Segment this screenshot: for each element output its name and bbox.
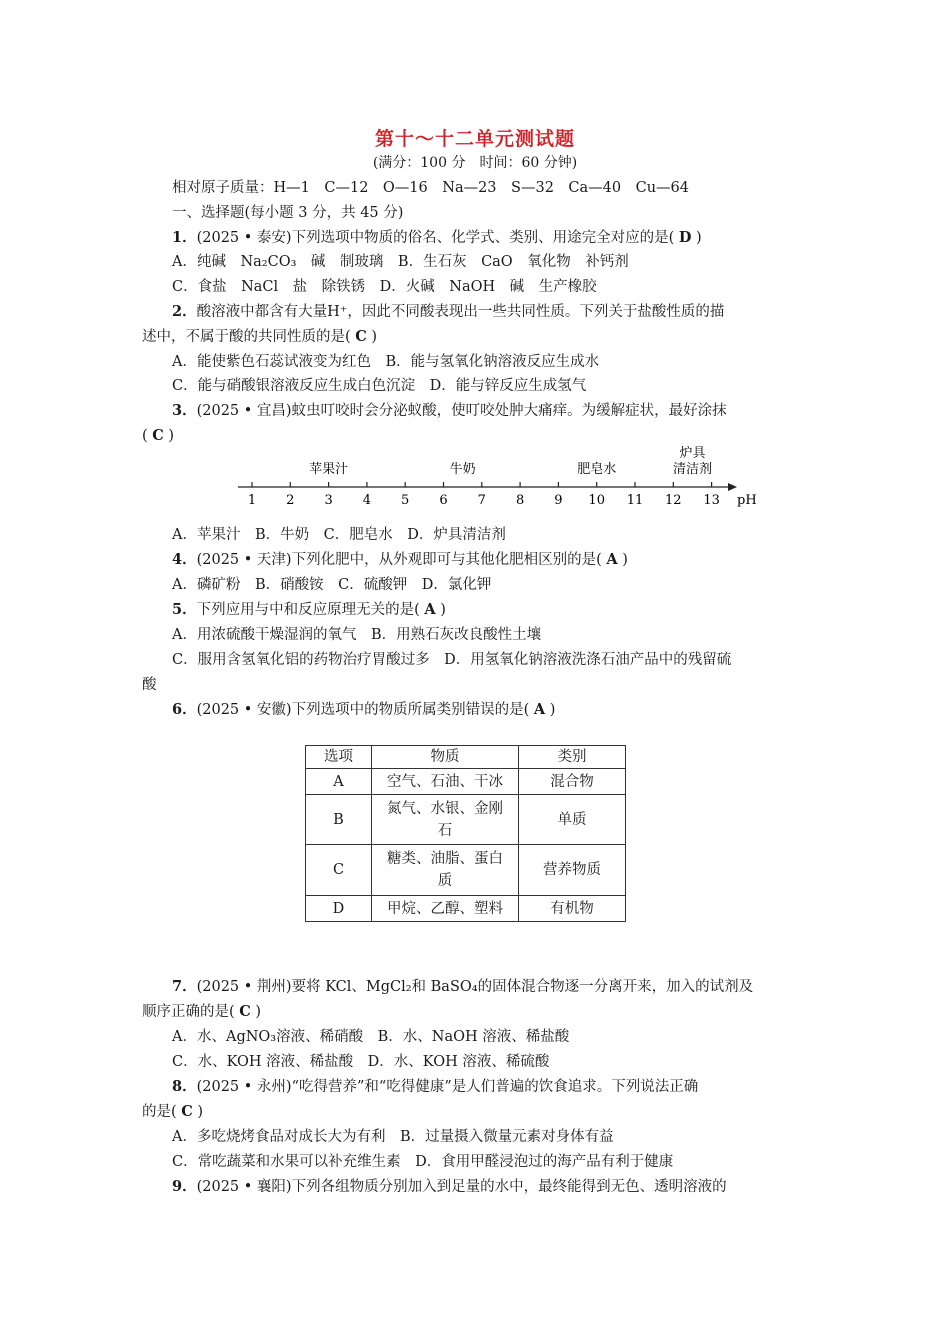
tick-label: 2 (286, 493, 295, 508)
tick-label: 9 (554, 493, 563, 508)
table-cell: D (306, 896, 372, 922)
tick-label: 6 (439, 493, 448, 508)
options-1-cd: C．食盐 NaCl 盐 除铁锈 D．火碱 NaOH 碱 生产橡胶 (172, 279, 597, 295)
table-row (306, 896, 626, 922)
tick-label: 13 (703, 493, 720, 508)
page-subtitle: (满分：100 分 时间：60 分钟) (372, 155, 578, 171)
tick-label: 10 (588, 493, 605, 508)
answer-3: C (152, 427, 164, 444)
table-cell: 空气、石油、干冰 (372, 769, 519, 795)
table-cell: 甲烷、乙醇、塑料 (372, 896, 519, 922)
table-cell: 糖类、油脂、蛋白 质 (372, 845, 519, 896)
table-header: 类别 (519, 746, 626, 769)
ph-number-line (230, 445, 760, 515)
range-label: 牛奶 (449, 462, 476, 477)
range-label: 肥皂水 (577, 462, 617, 477)
options-8-ab: A．多吃烧烤食品对成长大为有利 B．过量摄入微量元素对身体有益 (172, 1129, 614, 1145)
question-9: 9．(2025 • 襄阳)下列各组物质分别加入到足量的水中，最终能得到无色、透明溶液的 (172, 1178, 727, 1195)
section-heading: 一、选择题(每小题 3 分，共 45 分) (172, 205, 404, 221)
tick-label: 5 (401, 493, 410, 508)
options-8-cd: C．常吃蔬菜和水果可以补充维生素 D．食用甲醛浸泡过的海产品有利于健康 (172, 1154, 674, 1170)
options-3: A．苹果汁 B．牛奶 C．肥皂水 D．炉具清洁剂 (172, 527, 506, 543)
answer-7: C (239, 1003, 251, 1020)
answer-6: A (533, 701, 546, 718)
options-5-cd-cont: 酸 (142, 677, 157, 693)
question-3: 3．(2025 • 宜昌)蚊虫叮咬时会分泌蚁酸，使叮咬处肿大痛痒。为缓解症状，最好涂抹 (172, 402, 727, 419)
question-8: 8．(2025 • 永州)“吃得营养”和“吃得健康”是人们普遍的饮食追求。下列说法正确 (172, 1078, 699, 1095)
options-1-ab: A．纯碱 Na₂CO₃ 碱 制玻璃 B．生石灰 CaO 氧化物 补钙剂 (172, 254, 629, 270)
table-row (306, 795, 626, 845)
range-label: 炉具 (679, 446, 706, 461)
tick-label: 3 (324, 493, 333, 508)
question-7-cont: 顺序正确的是( C ) (142, 1003, 262, 1020)
table-cell: B (306, 795, 372, 845)
answer-5: A (424, 601, 436, 618)
table-header: 物质 (372, 746, 519, 769)
table-header-row (306, 746, 626, 769)
atomic-masses: 相对原子质量：H—1 C—12 O—16 Na—23 S—32 Ca—40 Cu—64 (172, 180, 689, 196)
tick-label: 1 (247, 493, 257, 508)
options-2-cd: C．能与硝酸银溶液反应生成白色沉淀 D．能与锌反应生成氢气 (172, 378, 587, 394)
options-5-ab: A．用浓硫酸干燥湿润的氧气 B．用熟石灰改良酸性土壤 (172, 627, 542, 643)
table-cell: 混合物 (519, 769, 626, 795)
axis-label: pH (737, 493, 757, 508)
table-cell: 氮气、水银、金刚 石 (372, 795, 519, 845)
answer-4: A (606, 551, 618, 568)
options-4: A．磷矿粉 B．硝酸铵 C．硫酸钾 D．氯化钾 (172, 577, 492, 593)
question-5: 5．下列应用与中和反应原理无关的是( A ) (172, 601, 446, 618)
tick-label: 8 (515, 493, 525, 508)
question-8-cont: 的是( C ) (142, 1103, 204, 1120)
options-7-ab: A．水、AgNO₃溶液、稀硝酸 B．水、NaOH 溶液、稀盐酸 (172, 1029, 570, 1045)
table-cell: C (306, 845, 372, 896)
table-row (306, 845, 626, 896)
table-cell: A (306, 769, 372, 795)
question-4: 4．(2025 • 天津)下列化肥中，从外观即可与其他化肥相区别的是( A ) (172, 551, 628, 568)
question-2: 2．酸溶液中都含有大量H⁺，因此不同酸表现出一些共同性质。下列关于盐酸性质的描 (172, 303, 725, 320)
answer-1: D (678, 229, 692, 246)
range-label: 苹果汁 (309, 462, 349, 477)
question-7: 7．(2025 • 荆州)要将 KCl、MgCl₂和 BaSO₄的固体混合物逐一分离开来，加入的试剂及 (172, 978, 754, 995)
category-table (305, 745, 626, 922)
tick-label: 7 (477, 493, 486, 508)
options-7-cd: C．水、KOH 溶液、稀盐酸 D．水、KOH 溶液、稀硫酸 (172, 1054, 550, 1070)
answer-8: C (181, 1103, 193, 1120)
page-title: 第十～十二单元测试题 (374, 128, 575, 150)
range-label: 清洁剂 (672, 462, 712, 477)
answer-2: C (355, 328, 367, 345)
question-3-cont: ( C ) (142, 427, 175, 444)
options-2-ab: A．能使紫色石蕊试液变为红色 B．能与氢氧化钠溶液反应生成水 (172, 354, 600, 370)
question-2-cont: 述中，不属于酸的共同性质的是( C ) (142, 328, 378, 345)
table-cell: 营养物质 (519, 845, 626, 896)
question-1: 1．(2025 • 泰安)下列选项中物质的俗名、化学式、类别、用途完全对应的是( D ) (172, 229, 702, 246)
tick-label: 12 (665, 493, 682, 508)
tick-label: 11 (626, 493, 644, 508)
table-cell: 单质 (519, 795, 626, 845)
table-header: 选项 (306, 746, 372, 769)
options-5-cd: C．服用含氢氧化铝的药物治疗胃酸过多 D．用氢氧化钠溶液洗涤石油产品中的残留硫 (172, 652, 732, 668)
table-cell: 有机物 (519, 896, 626, 922)
question-6: 6．(2025 • 安徽)下列选项中的物质所属类别错误的是( A ) (172, 701, 556, 718)
tick-label: 4 (362, 493, 372, 508)
axis-arrow (728, 483, 737, 491)
table-row (306, 769, 626, 795)
